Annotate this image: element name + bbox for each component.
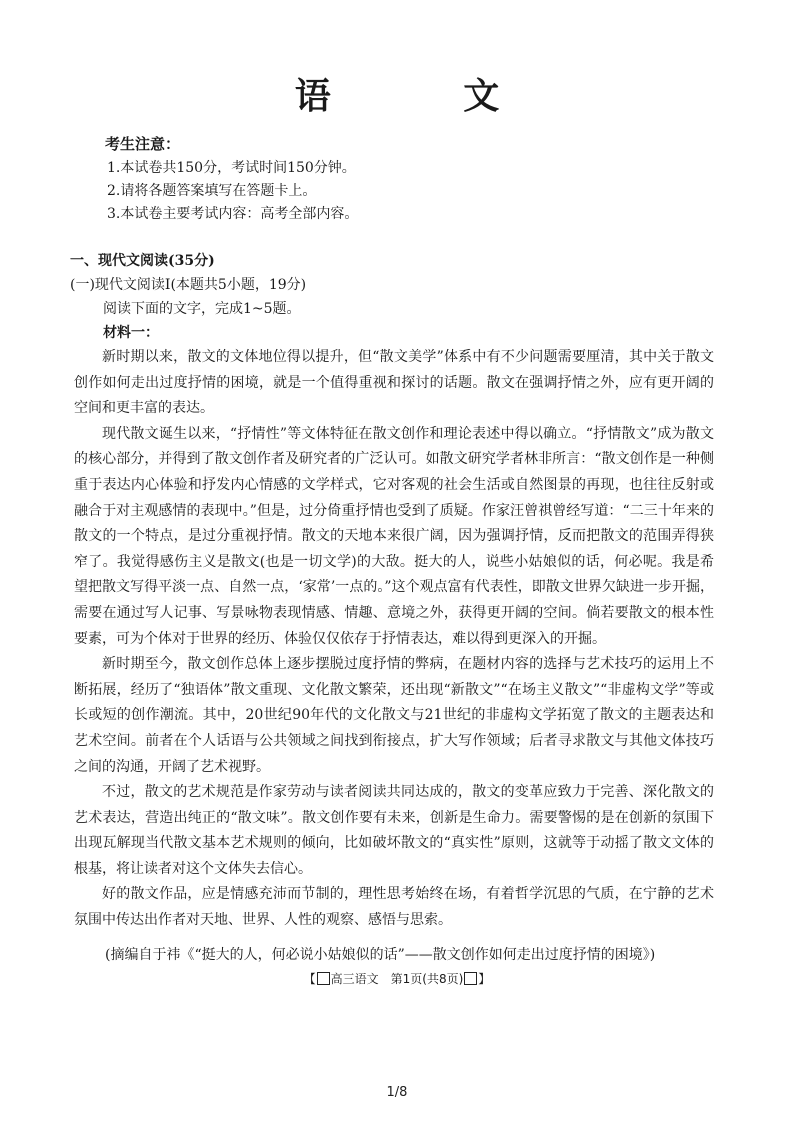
notice-heading: 考生注意：: [105, 135, 181, 153]
checkbox-square-icon: [317, 972, 330, 985]
checkbox-square-icon: [464, 972, 477, 985]
exam-notice: [105, 133, 358, 226]
passage-paragraph: 好的散文作品，应是情感充沛而节制的，理性思考始终在场，有着哲学沉思的气质，在宁静的艺术氛围中传达出作者对天地、世界、人性的观察、感悟与思索。: [74, 886, 714, 929]
notice-item: 3.本试卷主要考试内容：高考全部内容。: [107, 206, 359, 222]
subsection-heading: (一)现代文阅读Ⅰ(本题共5小题，19分): [70, 277, 307, 293]
footer-text: 高三语文 第1页(共8页): [330, 972, 464, 986]
passage-paragraph: 不过，散文的艺术规范是作家劳动与读者阅读共同达成的，散文的变革应致力于完善、深化散文的艺术表达，营造出纯正的“散文味”。散文创作要有未来，创新是生命力。需要警惕的是在创新的氛围下出现瓦解现当代散文基本艺术规则的倾向，比如破坏散文的“真实性”原则，这就等于动摇了散文文体的根基，将让读者对这个文体失去信心。: [74, 784, 714, 877]
reading-passage: [74, 345, 714, 934]
source-citation: (摘编自于祎《“挺大的人，何必说小姑娘似的话”——散文创作如何走出过度抒情的困境》): [105, 947, 656, 963]
material-label: 材料一：: [103, 325, 159, 341]
section-heading: 一、现代文阅读(35分): [70, 253, 215, 269]
page-title: 语 文: [294, 75, 560, 117]
notice-item: 1.本试卷共150分，考试时间150分钟。: [107, 160, 356, 176]
passage-paragraph: 新时期至今，散文创作总体上逐步摆脱过度抒情的弊病，在题材内容的选择与艺术技巧的运用上不断拓展，经历了“独语体”散文重现、文化散文繁荣，还出现“新散文”“在场主义散文”“非虚构文学”等或长或短的创作潮流。其中，20世纪90年代的文化散文与21世纪的非虚构文学拓宽了散文的主题表达和艺术空间。前者在个人话语与公共领域之间找到衔接点，扩大写作领域；后者寻求散文与其他文体技巧之间的沟通，开阔了艺术视野。: [74, 656, 714, 775]
page-footer: [0, 970, 794, 987]
footer-bracket-close: 】: [478, 972, 491, 986]
notice-item: 2.请将各题答案填写在答题卡上。: [107, 183, 317, 199]
passage-paragraph: 现代散文诞生以来，“抒情性”等文体特征在散文创作和理论表述中得以确立。“抒情散文”成为散文的核心部分，并得到了散文创作者及研究者的广泛认可。如散文研究学者林非所言：“散文创作是一种侧重于表达内心体验和抒发内心情感的文学样式，它对客观的社会生活或自然图景的再现，也往往反射或融合于对主观感情的表现中。”但是，过分倚重抒情也受到了质疑。作家汪曾祺曾经写道：“二三十年来的散文的一个特点，是过分重视抒情。散文的天地本来很广阔，因为强调抒情，反而把散文的范围弄得狭窄了。我觉得感伤主义是散文(也是一切文学)的大敌。挺大的人，说些小姑娘似的话，何必呢。我是希望把散文写得平淡一点、自然一点，‘家常’一点的。”这个观点富有代表性，即散文世界欠缺进一步开掘，需要在通过写人记事、写景咏物表现情感、情趣、意境之外，获得更开阔的空间。倘若要散文的根本性要素，可为个体对于世界的经历、体验仅仅依存于抒情表达，难以得到更深入的开掘。: [74, 425, 714, 647]
instruction-text: 阅读下面的文字，完成1~5题。: [103, 301, 301, 317]
page-number: 1/8: [386, 1085, 408, 1100]
footer-bracket-open: 【: [303, 972, 316, 986]
passage-paragraph: 新时期以来，散文的文体地位得以提升，但“散文美学”体系中有不少问题需要厘清，其中关于散文创作如何走出过度抒情的困境，就是一个值得重视和探讨的话题。散文在强调抒情之外，应有更开阔的空间和更丰富的表达。: [74, 349, 714, 417]
